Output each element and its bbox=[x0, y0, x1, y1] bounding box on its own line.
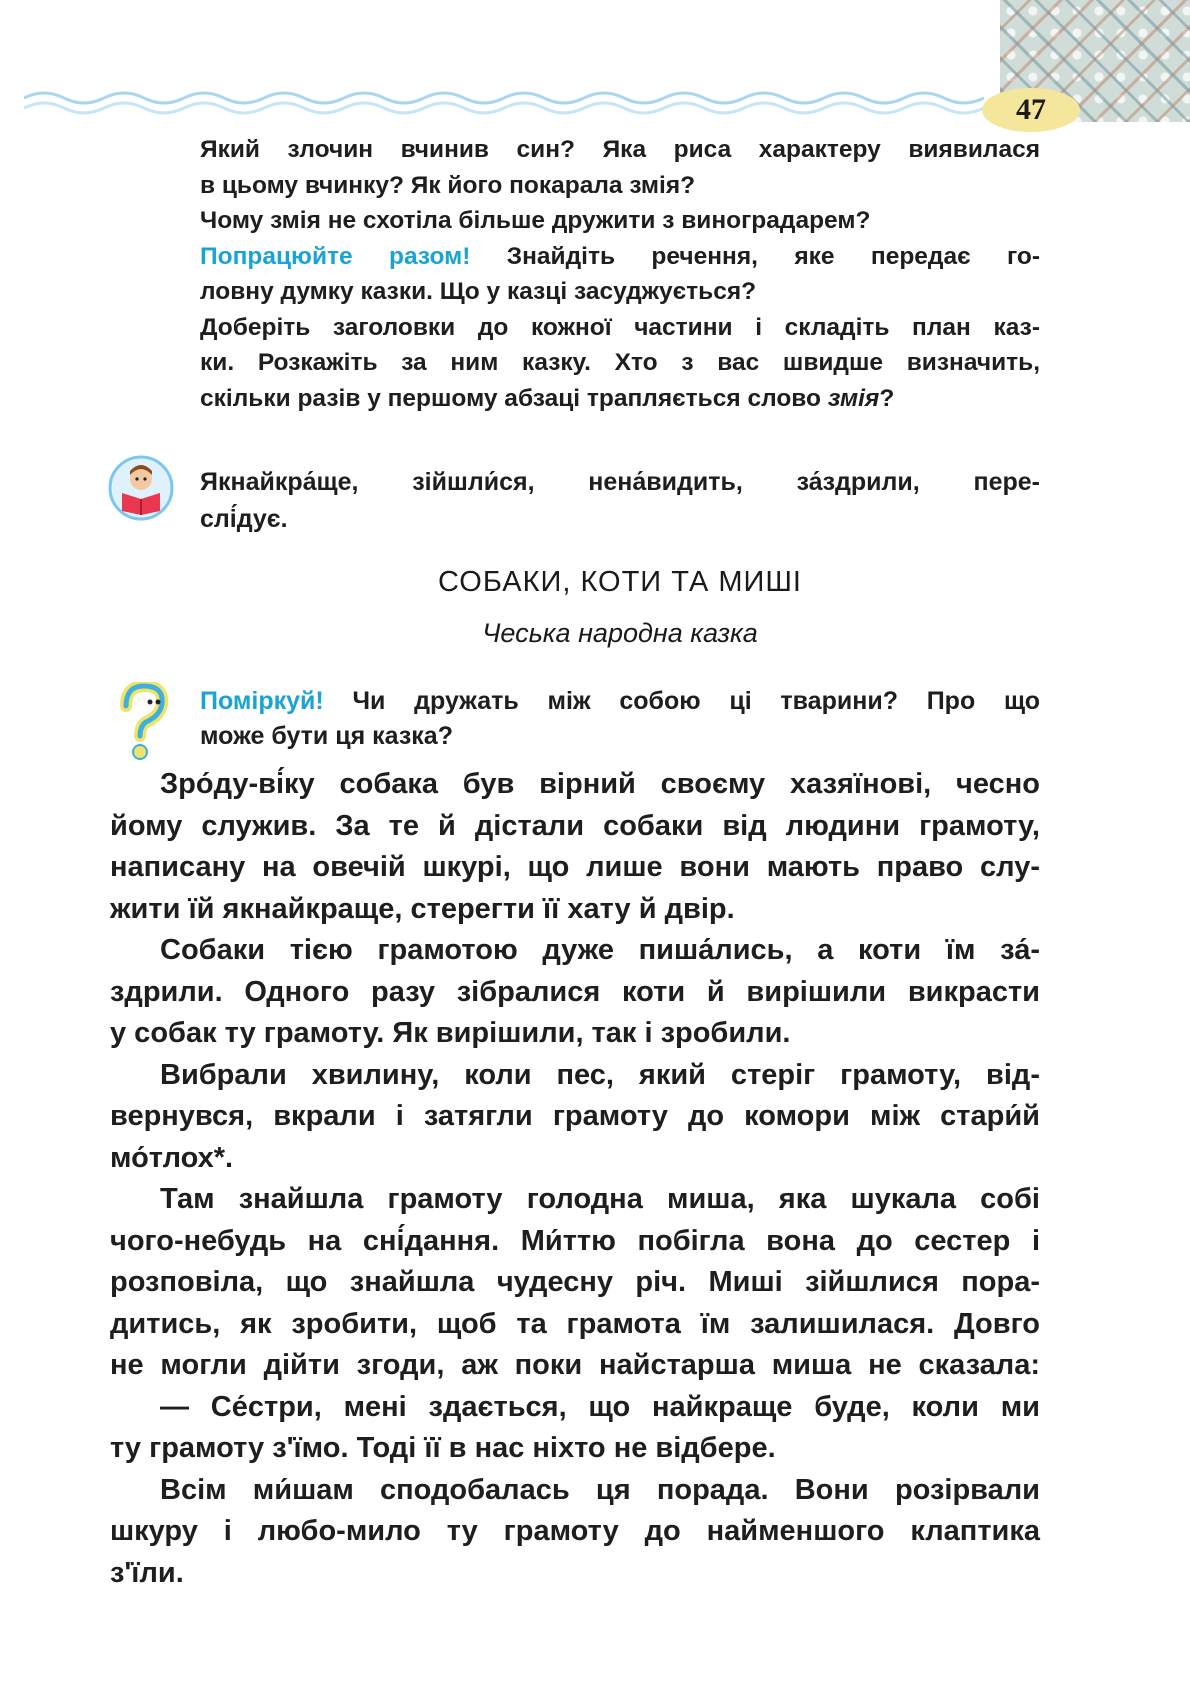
vocabulary-line: Якнайкра́ще, зійшли́ся, нена́видить, за́здрили, пере- bbox=[200, 468, 1040, 496]
question-line: Який злочин вчинив син? Яка риса характеру виявилася bbox=[200, 136, 1040, 163]
question-line: скільки разів у першому абзаці трапляється слово змія? bbox=[200, 384, 895, 412]
story-line: чого-небудь на сні́дання. Ми́ттю побігла вона до сестер і bbox=[110, 1224, 1040, 1257]
question-line: Доберіть заголовки до кожної частини і складіть план каз- bbox=[200, 313, 1040, 341]
story-line: у собак ту грамоту. Як вирішили, так і зробили. bbox=[110, 1017, 791, 1049]
story-line: Зро́ду-ві́ку собака був вірний своєму хазяїнові, чесно bbox=[160, 768, 1040, 800]
decorative-wave bbox=[24, 84, 984, 124]
story-line: дитись, як зробити, щоб та грамота їм залишилася. Довго bbox=[110, 1307, 1040, 1340]
story-text bbox=[110, 764, 1040, 1594]
question-line: ловну думку казки. Що у казці засуджується? bbox=[200, 278, 757, 305]
page-number: 47 bbox=[982, 88, 1080, 132]
reading-child-icon bbox=[108, 455, 174, 521]
vocabulary-line: слі́дує. bbox=[200, 505, 288, 533]
think-block bbox=[200, 684, 1040, 754]
emphasized-word: змія bbox=[827, 384, 880, 412]
story-title: СОБАКИ, КОТИ ТА МИШІ bbox=[438, 566, 802, 598]
questions-block bbox=[200, 132, 1040, 416]
story-line: здрили. Одного разу зібралися коти й вирішили викрасти bbox=[110, 975, 1040, 1008]
story-line: з'їли. bbox=[110, 1556, 184, 1589]
story-line: жити їй якнайкраще, стерегти її хату й двір. bbox=[110, 892, 735, 925]
think-line: може бути ця казка? bbox=[200, 722, 453, 750]
story-line: не могли дійти згоди, аж поки найстарша миша не сказала: bbox=[110, 1349, 1040, 1381]
think-line: Поміркуй! Чи дружать між собою ці тварини? Про що bbox=[200, 687, 1040, 715]
story-line: Вибрали хвилину, коли пес, який стеріг грамоту, від- bbox=[160, 1058, 1040, 1091]
work-together-label: Попрацюйте разом! bbox=[200, 242, 471, 270]
question-line: ки. Розкажіть за ним казку. Хто з вас швидше визначить, bbox=[200, 349, 1040, 376]
story-subtitle: Чеська народна казка bbox=[482, 618, 758, 648]
story-line: шкуру і любо-мило ту грамоту до найменшого клаптика bbox=[110, 1515, 1040, 1547]
story-line: ту грамоту з'їмо. Тоді її в нас ніхто не відбере. bbox=[110, 1432, 776, 1464]
story-line: йому служив. За те й дістали собаки від людини грамоту, bbox=[110, 809, 1040, 842]
think-label: Поміркуй! bbox=[200, 687, 324, 715]
question-line: Попрацюйте разом! Знайдіть речення, яке передає го- bbox=[200, 242, 1040, 270]
question-line: в цьому вчинку? Як його покарала змія? bbox=[200, 171, 696, 199]
vocabulary-block bbox=[200, 464, 1040, 538]
story-line: мо́тлох*. bbox=[110, 1141, 234, 1174]
story-line: Всім ми́шам сподобалась ця порада. Вони розірвали bbox=[160, 1473, 1040, 1506]
story-line: Там знайшла грамоту голодна миша, яка шукала собі bbox=[160, 1183, 1040, 1215]
story-line: розповіла, що знайшла чудесну річ. Миші зійшлися пора- bbox=[110, 1266, 1040, 1298]
question-mark-icon bbox=[112, 682, 174, 762]
story-line: — Се́стри, мені здається, що найкраще буде, коли ми bbox=[160, 1390, 1040, 1423]
story-line: Собаки тією грамотою дуже пиша́лись, а коти їм за́- bbox=[160, 934, 1040, 966]
question-line: Чому змія не схотіла більше дружити з виноградарем? bbox=[200, 207, 871, 234]
story-line: написану на овечій шкурі, що лише вони мають право слу- bbox=[110, 851, 1040, 883]
story-line: вернувся, вкрали і затягли грамоту до комори між стари́й bbox=[110, 1100, 1040, 1132]
